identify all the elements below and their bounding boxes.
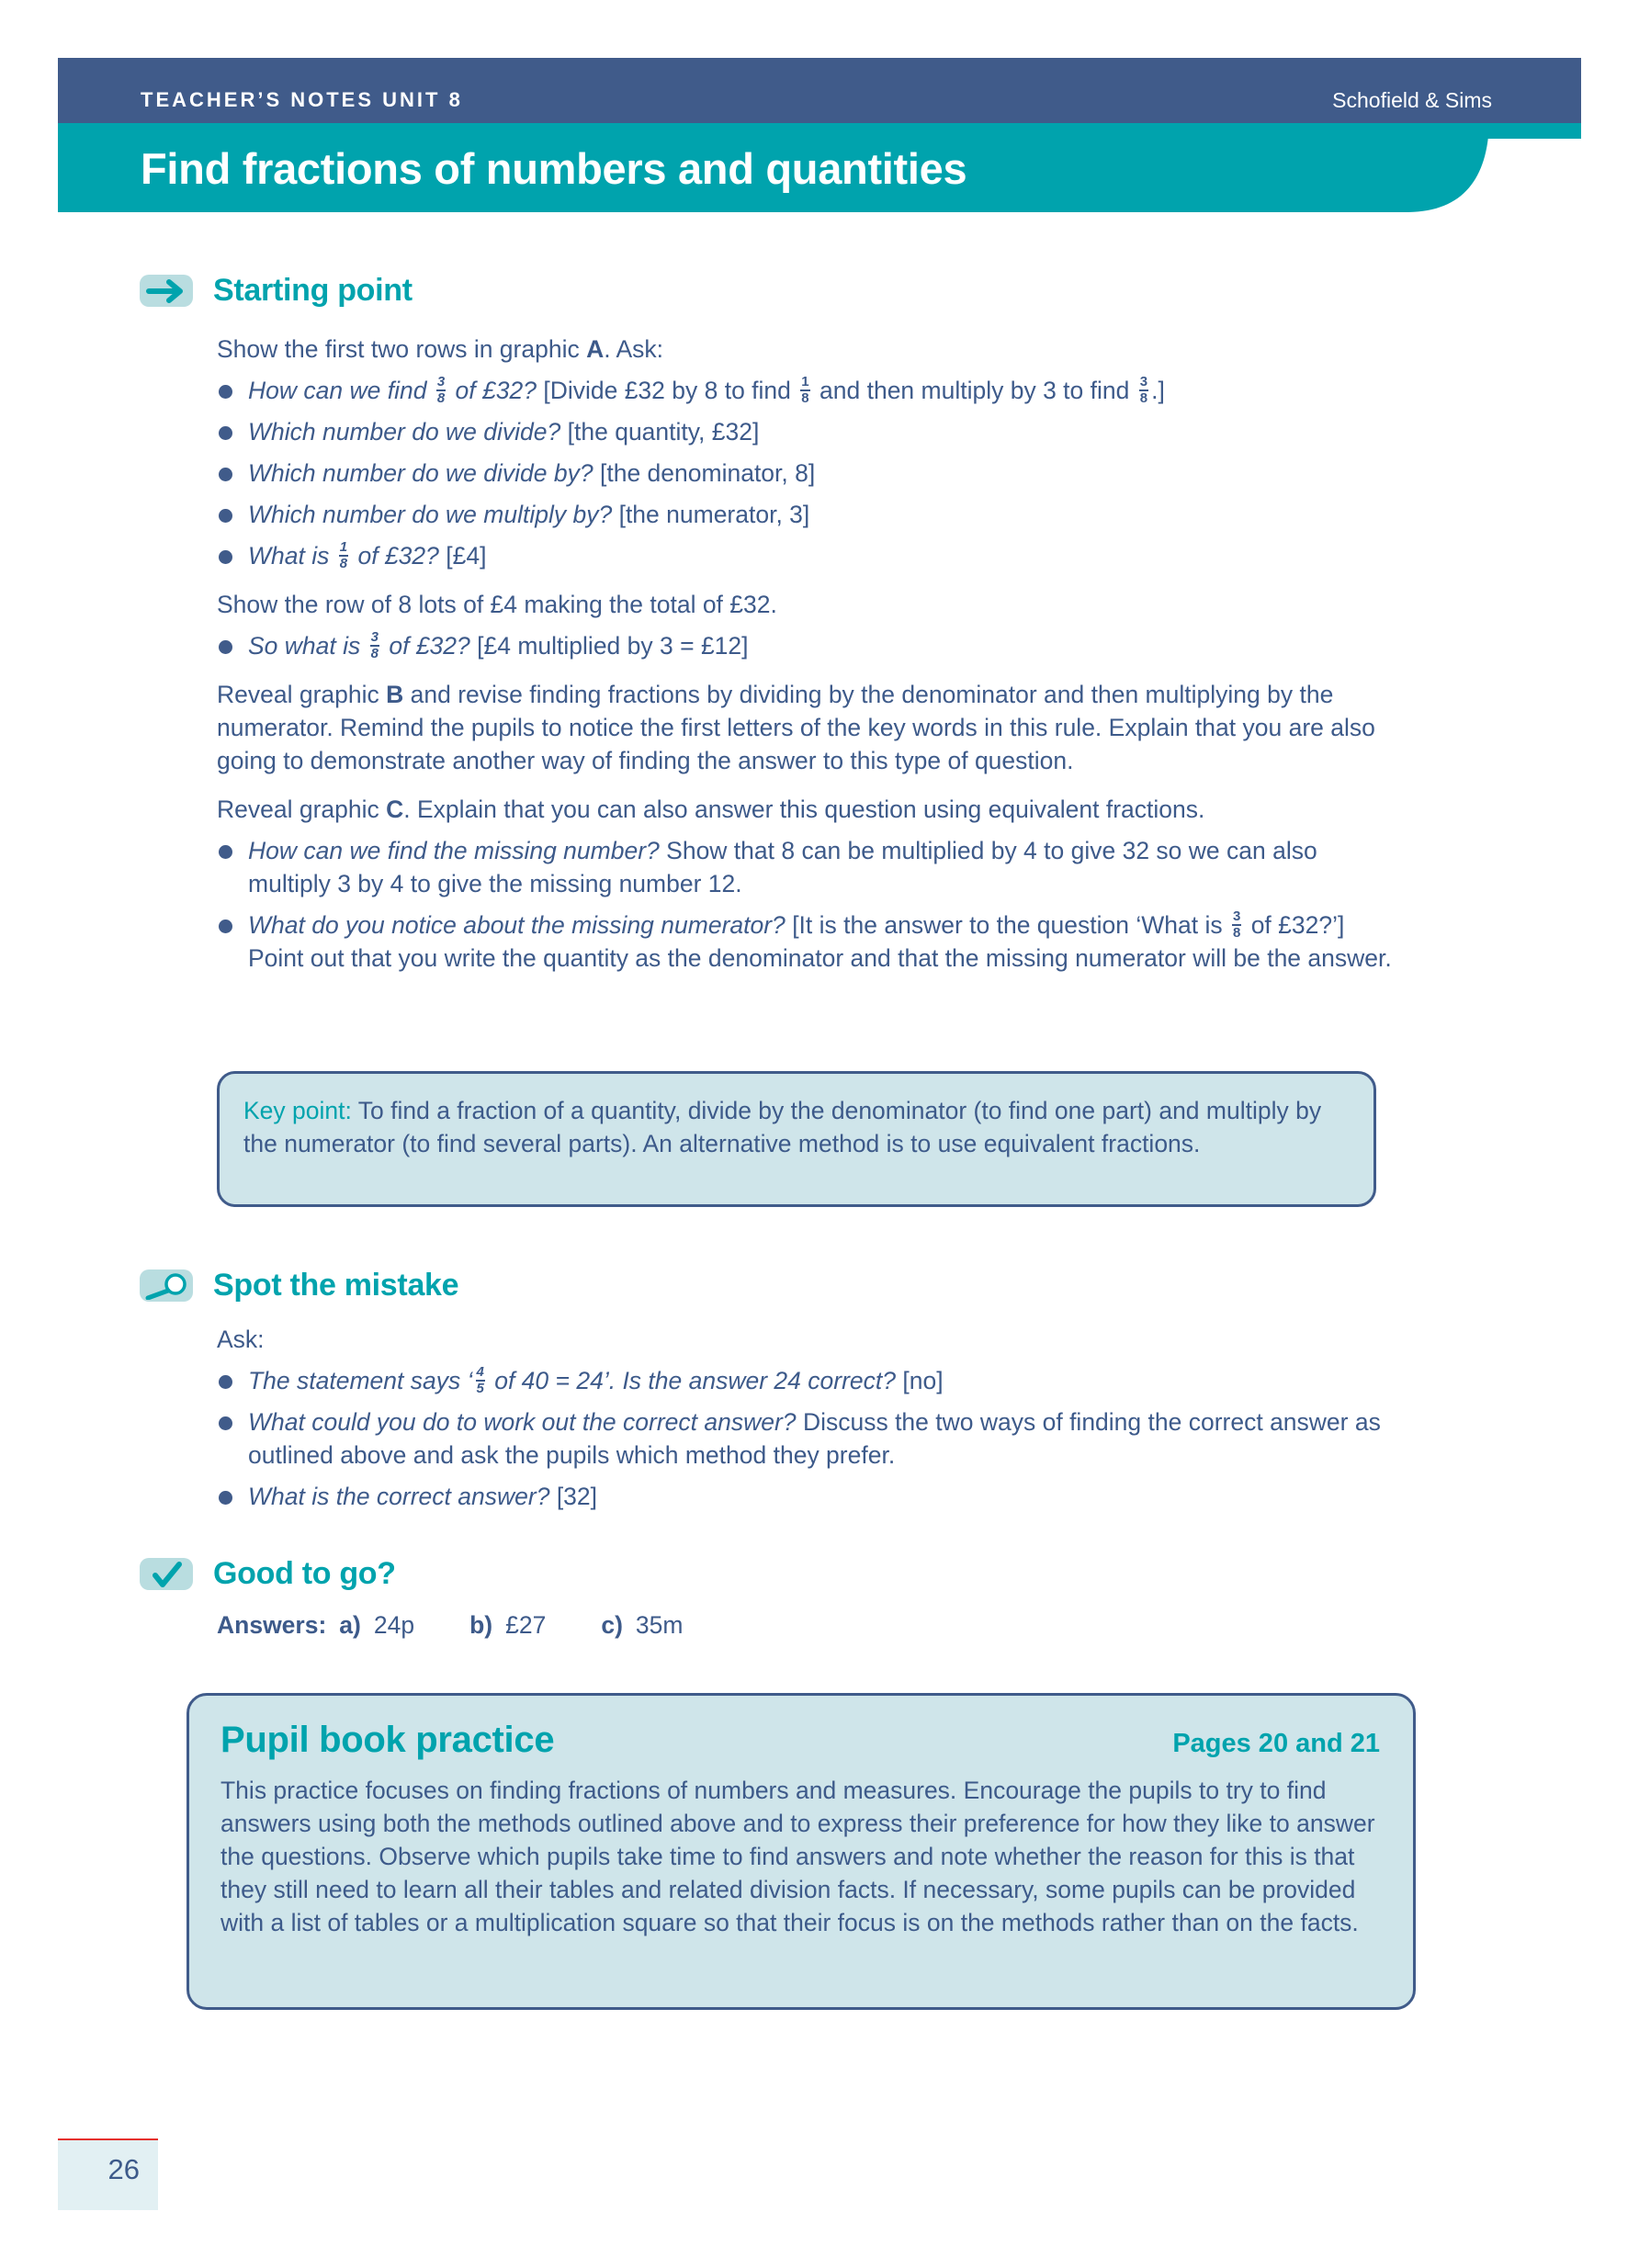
publisher-name: Schofield & Sims <box>1332 88 1492 112</box>
answers-row <box>217 1611 738 1640</box>
spot-mistake-body <box>217 1323 1402 1513</box>
page-number: 26 <box>107 2153 140 2185</box>
bullet-item: How can we find the missing number? Show that 8 can be multiplied by 4 to give 32 so we can also multiply 3 by 4 to give the missing number 12. <box>217 834 1402 900</box>
ask-text: Ask: <box>217 1326 265 1353</box>
bullet-item: How can we find $\frac{3}{8}$ of £32? [Divide £32 by 8 to find $\frac{1}{8}$ and then multiply by 3 to find $\frac{3}{8}$ .] <box>217 374 1402 407</box>
bullet-item: What is $\frac{1}{8}$ of £32? [£4] <box>217 539 1402 572</box>
answer-value: 35m <box>635 1611 684 1639</box>
fraction: $\frac{1}{8}$ <box>801 374 809 406</box>
checkmark-icon <box>140 1558 193 1590</box>
pupil-book-text: This practice focuses on finding fractions of numbers and measures. Encourage the pupils to try to find answers using both the methods outlined above and to express their preference for how they like to answer the questions. Observe which pupils take time to find answers and note whether the reason for this is that they still need to learn all their tables and related division facts. If necessary, some pupils can be provided with a list of tables or a multiplication square so that their focus is on the methods rather than on the facts. <box>220 1777 1375 1936</box>
key-point-box <box>217 1071 1376 1207</box>
section-title: Spot the mistake <box>213 1268 459 1303</box>
bullet-item: The statement says ‘ $\frac{4}{5}$ of 40 = 24’. Is the answer 24 correct? [no] <box>217 1364 1402 1397</box>
row-text: Show the row of 8 lots of £4 making the total of £32. <box>217 591 777 618</box>
unit-label: TEACHER’S NOTES UNIT 8 <box>141 88 463 111</box>
graphic-c-paragraph: Reveal graphic C. Explain that you can also answer this question using equivalent fractions. <box>217 795 1205 823</box>
section-title: Good to go? <box>213 1556 396 1591</box>
pupil-book-title: Pupil book practice <box>220 1720 555 1760</box>
answer-letter: a) <box>339 1611 361 1639</box>
fraction: $\frac{3}{8}$ <box>370 629 379 661</box>
bullet-item: Which number do we divide? [the quantity, £32] <box>217 415 1402 448</box>
bullet-item: Which number do we multiply by? [the numerator, 3] <box>217 498 1402 531</box>
graphic-b-paragraph: Reveal graphic B and revise finding fractions by dividing by the denominator and then multiplying by the numerator. Remind the pupils to notice the first letters of the key words in this rule. Explain that you are also going to demonstrate another way of finding the answer to this type of question. <box>217 681 1375 774</box>
answers-label: Answers: <box>217 1611 327 1639</box>
magnifier-icon <box>140 1269 193 1302</box>
section-spot-the-mistake <box>140 1268 458 1303</box>
section-good-to-go <box>140 1556 396 1592</box>
answer-letter: c) <box>601 1611 623 1639</box>
bullet-item: So what is $\frac{3}{8}$ of £32? [£4 multiplied by 3 = £12] <box>217 629 1402 662</box>
arrow-right-icon <box>140 275 193 307</box>
pupil-book-practice-box <box>187 1693 1416 2010</box>
section-title: Starting point <box>213 273 413 308</box>
answer-value: £27 <box>505 1611 547 1639</box>
page-title: Find fractions of numbers and quantities <box>141 144 967 193</box>
page-number-box <box>58 2138 158 2210</box>
key-point-text: To find a fraction of a quantity, divide by the denominator (to find one part) and multiply by the numerator (to find several parts). An alternative method is to use equivalent fractions. <box>243 1097 1322 1157</box>
bullet-item: Which number do we divide by? [the denominator, 8] <box>217 457 1402 490</box>
answer-letter: b) <box>469 1611 493 1639</box>
fraction: $\frac{3}{8}$ <box>436 374 446 406</box>
intro-text: Show the first two rows in graphic A. Ask: <box>217 335 664 363</box>
key-point-label: Key point: <box>243 1097 352 1124</box>
bullet-item: What do you notice about the missing numerator? [It is the answer to the question ‘What is $\frac{3}{8}$ of £32?’] Point out that you write the quantity as the denominator and that the missing numerator will be the answer. <box>217 908 1402 975</box>
section-starting-point <box>140 273 413 309</box>
fraction: $\frac{1}{8}$ <box>339 539 348 571</box>
pupil-book-pages: Pages 20 and 21 <box>1172 1729 1380 1758</box>
fraction: $\frac{4}{5}$ <box>476 1364 484 1396</box>
bullet-item: What is the correct answer? [32] <box>217 1480 1402 1513</box>
fraction: $\frac{3}{8}$ <box>1139 374 1148 406</box>
starting-point-body <box>217 333 1402 975</box>
fraction: $\frac{3}{8}$ <box>1232 908 1241 941</box>
bullet-item: What could you do to work out the correct answer? Discuss the two ways of finding the correct answer as outlined above and ask the pupils which method they prefer. <box>217 1405 1402 1472</box>
answer-value: 24p <box>373 1611 415 1639</box>
